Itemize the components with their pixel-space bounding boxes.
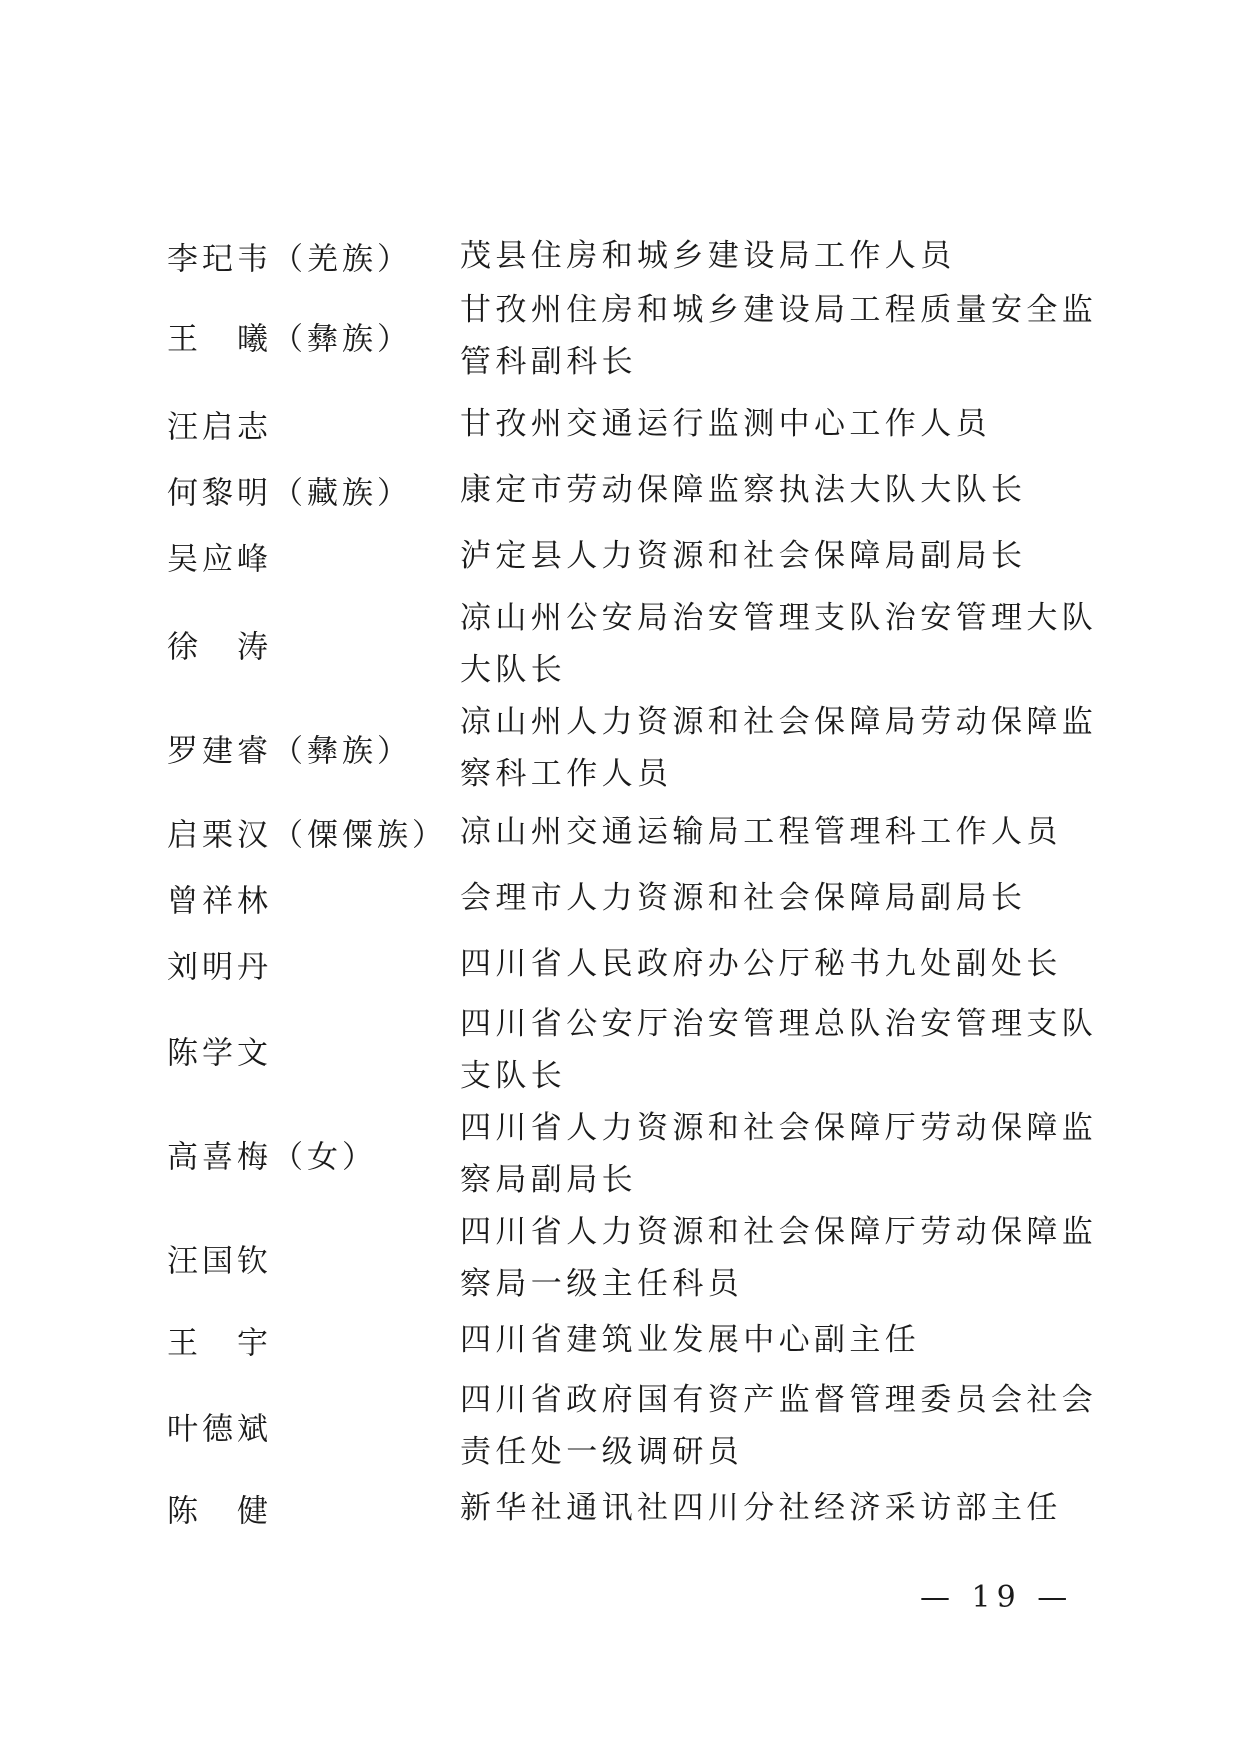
person-title: 新华社通讯社四川分社经济采访部主任	[460, 1490, 1062, 1526]
person-name: 罗建睿（彝族）	[167, 733, 412, 770]
person-title: 四川省建筑业发展中心副主任	[460, 1322, 921, 1358]
list-item	[0, 872, 1240, 924]
list-item	[0, 1314, 1240, 1366]
list-item	[0, 1206, 1240, 1310]
person-title: 甘孜州住房和城乡建设局工程质量安全监 管科副科长	[460, 292, 1098, 380]
list-item	[0, 592, 1240, 696]
list-item	[0, 1482, 1240, 1534]
person-name: 刘明丹	[167, 949, 272, 986]
person-name: 徐 涛	[167, 629, 272, 666]
person-title: 四川省人民政府办公厅秘书九处副处长	[460, 946, 1062, 982]
person-title: 康定市劳动保障监察执法大队大队长	[460, 472, 1027, 508]
person-name: 汪启志	[167, 409, 272, 446]
list-item	[0, 696, 1240, 800]
person-name: 启栗汉（傈僳族）	[167, 817, 447, 854]
person-title: 茂县住房和城乡建设局工作人员	[460, 238, 956, 274]
page-number: — 19 —	[920, 1580, 1074, 1615]
person-name: 高喜梅（女）	[167, 1139, 377, 1176]
person-title: 甘孜州交通运行监测中心工作人员	[460, 406, 991, 442]
person-name: 李玘韦（羌族）	[167, 241, 412, 278]
person-title: 泸定县人力资源和社会保障局副局长	[460, 538, 1027, 574]
person-title: 四川省人力资源和社会保障厅劳动保障监 察局副局长	[460, 1110, 1098, 1198]
person-title: 四川省公安厅治安管理总队治安管理支队 支队长	[460, 1006, 1098, 1094]
list-item	[0, 998, 1240, 1102]
list-item	[0, 938, 1240, 990]
person-name: 汪国钦	[167, 1243, 272, 1280]
list-item	[0, 284, 1240, 388]
list-item	[0, 530, 1240, 582]
person-title: 凉山州人力资源和社会保障局劳动保障监 察科工作人员	[460, 704, 1098, 792]
person-title: 凉山州交通运输局工程管理科工作人员	[460, 814, 1062, 850]
person-name: 王 曦（彝族）	[167, 321, 412, 358]
person-name: 叶德斌	[167, 1411, 272, 1448]
person-name: 陈 健	[167, 1493, 272, 1530]
list-item	[0, 230, 1240, 282]
person-name: 吴应峰	[167, 541, 272, 578]
person-title: 四川省政府国有资产监督管理委员会社会 责任处一级调研员	[460, 1382, 1098, 1470]
list-item	[0, 398, 1240, 450]
list-item	[0, 806, 1240, 858]
list-item	[0, 464, 1240, 516]
person-name: 陈学文	[167, 1035, 272, 1072]
person-name: 曾祥林	[167, 883, 272, 920]
list-item	[0, 1102, 1240, 1206]
list-item	[0, 1374, 1240, 1478]
person-title: 凉山州公安局治安管理支队治安管理大队 大队长	[460, 600, 1098, 688]
person-title: 会理市人力资源和社会保障局副局长	[460, 880, 1027, 916]
person-name: 王 宇	[167, 1325, 272, 1362]
person-name: 何黎明（藏族）	[167, 475, 412, 512]
person-title: 四川省人力资源和社会保障厅劳动保障监 察局一级主任科员	[460, 1214, 1098, 1302]
